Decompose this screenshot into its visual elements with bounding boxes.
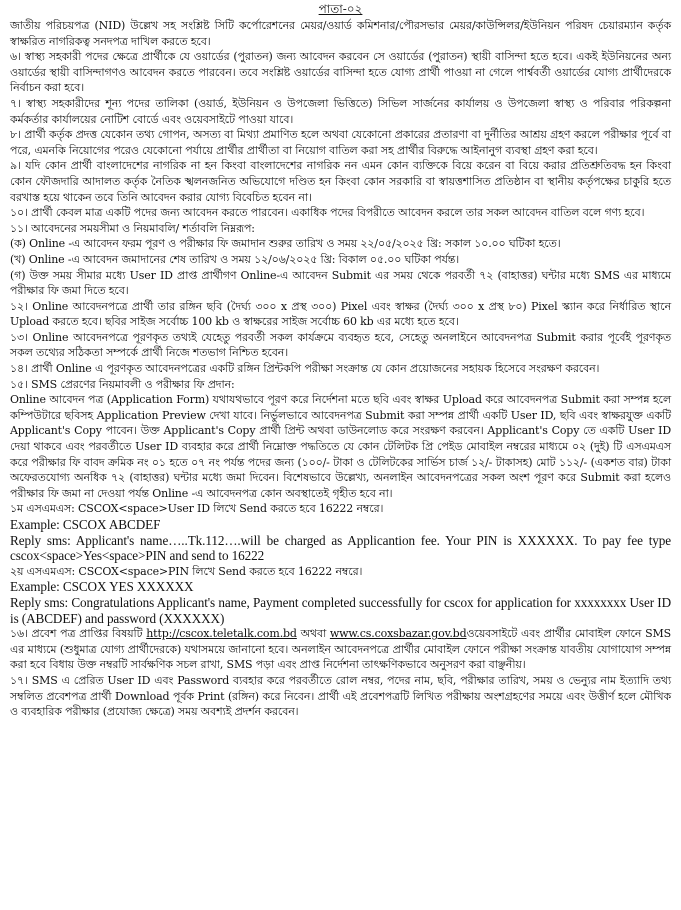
paragraph-17-download: ১৭। SMS এ প্রেরিত User ID এবং Password ব্যবহার করে পরবর্তীতে রোল নম্বর, পদের নাম, ছবি, পরীক্ষার তারিখ, সময় ও ভেন্যুর নাম ইত্যাদি তথ্য সম্বলিত প্রবেশপত্র প্রার্থী Download পূর্বক Print (রঙ্গিন) করে নিবেন। প্রার্থী এই প্রবেশপত্রটি লিখিত পরীক্ষায় অংশগ্রহণের সময়ে এবং উত্তীর্ণ হলে মৌখিক ও ব্যবহারিক পরীক্ষার (প্রযোজ্য ক্ষেত্রে) সময় অবশ্যই প্রদর্শন করবেন। xyxy=(10,673,671,719)
paragraph-10-single-post: ১০। প্রার্থী কেবল মাত্র একটি পদের জন্য আবেদন করতে পারবেন। একাধিক পদের বিপরীতে আবেদন করলে তার সকল আবেদন বাতিল বলে গণ্য হবে। xyxy=(10,206,645,220)
paragraph-11-kha-end: (খ) Online -এ আবেদন জমাদানের শেষ তারিখ ও সময় ১২/০৬/২০২৫ খ্রি: বিকাল ০৫.০০ ঘটিকা পর্যন্ত। xyxy=(10,252,460,266)
paragraph-14-printcopy: ১৪। প্রার্থী Online এ পূরণকৃত আবেদনপত্রের একটি রঙ্গিন প্রিন্টকপি পরীক্ষা সংক্রান্ত যে কোন প্রয়োজনের সহায়ক হিসেবে সংরক্ষণ করবেন। xyxy=(10,362,600,376)
document-page xyxy=(10,0,671,720)
paragraph-7-vacancy-list: ৭। স্বাস্থ্য সহকারীদের শূন্য পদের তালিকা (ওয়ার্ড, ইউনিয়ন ও উপজেলা ভিত্তিতে) সিভিল সার্জনের কার্যালয় ও উপজেলা স্বাস্থ্য ও পরিবার পরিকল্পনা কর্মকর্তার কার্যালয়ের নোটিশ বোর্ডে এবং ওয়েবসাইটে পাওয়া যাবে। xyxy=(10,96,671,126)
gov-website-link[interactable]: www.cs.coxsbazar.gov.bd xyxy=(329,627,467,641)
paragraph-11-deadline-heading: ১১। আবেদনের সময়সীমা ও নিয়মাবলি/ শর্তাবলি নিম্নরূপ: xyxy=(10,221,255,235)
para16-lead: ১৬। প্রবেশ পত্র প্রাপ্তির বিষয়টি xyxy=(10,627,147,641)
paragraph-nid: জাতীয় পরিচয়পত্র (NID) উল্লেখ সহ সংশ্লিষ্ট সিটি কর্পোরেশনের মেয়র/ওয়ার্ড কমিশনার/পৌরসভার মেয়র/কাউন্সিলর/ইউনিয়ন পরিষদ চেয়ারম্যান কর্তৃক স্বাক্ষরিত নাগরিকত্ব সনদপত্র দাখিল করতে হবে। xyxy=(10,19,671,48)
paragraph-6-ward: ৬। স্বাস্থ্য সহকারী পদের ক্ষেত্রে প্রার্থীকে যে ওয়ার্ডের (পুরাতন) জন্য আবেদন করবেন সে ওয়ার্ডের (পুরাতন) স্থায়ী বাসিন্দা হতে হবে। একই ইউনিয়নের অন্য ওয়ার্ডের স্থায়ী বাসিন্দাগণও আবেদন করতে পারবেন। তবে সংশ্লিষ্ট ওয়ার্ডের বাসিন্দা হতে যোগ্য প্রার্থী পাওয়া না গেলে পার্শ্ববর্তী ওয়ার্ডের যোগ্য প্রার্থীদেরকে নির্বাচন করা হবে। xyxy=(10,50,671,95)
paragraph-13-accuracy: ১৩। Online আবেদনপত্রে পূরণকৃত তথ্যই যেহেতু পরবর্তী সকল কার্যক্রমে ব্যবহৃত হবে, সেহেতু অনলাইনে আবেদনপত্র Submit করার পূর্বেই পূরণকৃত সকল তথ্যের সঠিকতা সম্পর্কে প্রার্থী নিজে শতভাগ নিশ্চিত হবেন। xyxy=(10,330,671,360)
para16-mid: অথবা xyxy=(296,627,330,641)
paragraph-15-sms-heading: ১৫। SMS প্রেরণের নিয়মাবলী ও পরীক্ষার ফি প্রদান: xyxy=(10,377,235,391)
sms-reply-1: Reply sms: Applicant's name…..Tk.112….will be charged as Applicantion fee. Your PIN is XXXXXX. To pay fee type cscox<space>Yes<space>PIN and send to 16222 xyxy=(10,532,671,564)
paragraph-16-admit-card xyxy=(10,626,671,673)
teletalk-link[interactable]: http://cscox.teletalk.com.bd xyxy=(146,627,297,641)
sms-example-2: Example: CSCOX YES XXXXXX xyxy=(10,579,194,595)
paragraph-11-ga-fee: (গ) উক্ত সময় সীমার মধ্যে User ID প্রাপ্ত প্রার্থীগণ Online-এ আবেদন Submit এর সময় থেকে পরবর্তী ৭২ (বাহাত্তর) ঘন্টার মধ্যে SMS এর মাধ্যমে পরীক্ষার ফি জমা দিতে হবে। xyxy=(10,268,671,298)
paragraph-15-sms-body: Online আবেদন পত্র (Application Form) যথাযথভাবে পূরণ করে নির্দেশনা মতে ছবি এবং স্বাক্ষর Upload করে আবেদনপত্র Submit করা সম্পন্ন হলে কম্পিউটারে ছবিসহ Application Preview দেখা যাবে। নির্ভুলভাবে আবেদনপত্র Submit করা সম্পন্ন প্রার্থী একটি User ID, ছবি এবং স্বাক্ষরযুক্ত একটি Applicant's Copy পাবেন। উক্ত Applicant's Copy প্রার্থী প্রিন্ট অথবা ডাউনলোড করে সংরক্ষণ করবেন। Applicant's Copy তে একটি User ID দেয়া থাকবে এবং পরবর্তীতে User ID ব্যবহার করে প্রার্থী নিম্নোক্ত পদ্ধতিতে যে কোন টেলিটক প্রি পেইড মোবাইল নম্বরের মাধ্যমে ০২ (দুই) টি এসএমএস করে পরীক্ষার ফি বাবদ ক্রমিক নং ০১ হতে ০৭ নং পর্যন্ত পদের জন্য (১০০/- টাকা ও টেলিটকের সার্ভিস চার্জ ১২/- টাকাসহ) মোট ১১২/- (একশত বার) টাকা অফেরতযোগ্য অনধিক ৭২ (বাহাত্তর) ঘন্টার মধ্যে জমা দিবেন। বিশেষভাবে উল্লেখ্য, অনলাইন আবেদনপত্রের সকল অংশ পূরণ করে Submit করা হলেও পরীক্ষার ফি জমা না দেওয়া পর্যন্ত Online -এ আবেদনপত্র কোন অবস্থাতেই গৃহীত হবে না। xyxy=(10,393,671,500)
paragraph-8-false-info: ৮। প্রার্থী কর্তৃক প্রদত্ত যেকোন তথ্য গোপন, অসত্য বা মিথ্যা প্রমাণিত হলে অথবা যেকোনো প্রকারের প্রতারণা বা দুর্নীতির আশ্রয় গ্রহণ করলে পরীক্ষার পূর্বে বা পরে, এমনকি নিয়োগের পরেও যেকোনো পর্যায়ে প্রার্থীর প্রার্থীতা বা নিয়োগ বাতিল করা সহ প্রার্থীর বিরুদ্ধে আইনানুগ ব্যবস্থা গ্রহণ করা হবে। xyxy=(10,128,671,157)
page-number: পাতা-০২ xyxy=(318,2,363,16)
paragraph-11-ka-start: (ক) Online -এ আবেদন ফরম পূরণ ও পরীক্ষার ফি জমাদান শুরুর তারিখ ও সময় ২২/০৫/২০২৫ খ্রি: সকাল ১০.০০ ঘটিকা হতে। xyxy=(10,237,561,251)
sms-reply-2: Reply sms: Congratulations Applicant's name, Payment completed successfully for cscox for application for xxxxxxxx User ID is (ABCDEF) and password (XXXXXX) xyxy=(10,594,671,626)
first-sms-instruction: ১ম এসএমএস: CSCOX<space>User ID লিখে Send করতে হবে 16222 নম্বরে। xyxy=(10,502,384,516)
paragraph-12-photo-upload: ১২। Online আবেদনপত্রে প্রার্থী তার রঙ্গিন ছবি (দৈর্ঘ্য ৩০০ x প্রস্থ ৩০০) Pixel এবং স্বাক্ষর (দৈর্ঘ্য ৩০০ x প্রস্থ ৮০) Pixel স্ক্যান করে নির্ধারিত স্থানে Upload করতে হবে। ছবির সাইজ সর্বোচ্চ 100 kb ও স্বাক্ষরের সাইজ সর্বোচ্চ 60 kb এর মধ্যে হতে হবে। xyxy=(10,299,671,329)
paragraph-9-citizenship: ৯। যদি কোন প্রার্থী বাংলাদেশের নাগরিক না হন কিংবা বাংলাদেশের নাগরিক নন এমন কোন ব্যক্তিকে বিয়ে করেন বা বিয়ে করার প্রতিশ্রুতিবদ্ধ হন কিংবা কোন ফৌজদারি আদালত কর্তৃক নৈতিক স্খলনজনিত অভিযোগে দণ্ডিত হন কিংবা কোন সরকারি বা স্বায়ত্তশাসিত প্রতিষ্ঠান বা স্থানীয় কর্তৃপক্ষের চাকুরি হতে বরখাস্ত হয়ে থাকেন তবে তিনি আবেদন করার যোগ্য বিবেচিত হবেন না। xyxy=(10,159,671,204)
para16-rest: ওয়েবসাইটে এবং প্রার্থীর মোবাইল ফোনে SMS এর মাধ্যমে (শুধুমাত্র যোগ্য প্রার্থীদেরকে) যথাসময়ে জানানো হবে। অনলাইন আবেদনপত্রে প্রার্থীর মোবাইল ফোনে পরীক্ষা সংক্রান্ত যাবতীয় যোগাযোগ সম্পন্ন করা হবে বিধায় উক্ত নম্বরটি সার্বক্ষণিক সচল রাখা, SMS পড়া এবং প্রাপ্ত নির্দেশনা তাৎক্ষণিকভাবে অনুসরণ করা বাঞ্ছনীয়। xyxy=(10,627,671,672)
second-sms-instruction: ২য় এসএমএস: CSCOX<space>PIN লিখে Send করতে হবে 16222 নম্বরে। xyxy=(10,564,363,578)
sms-example-1: Example: CSCOX ABCDEF xyxy=(10,517,161,532)
